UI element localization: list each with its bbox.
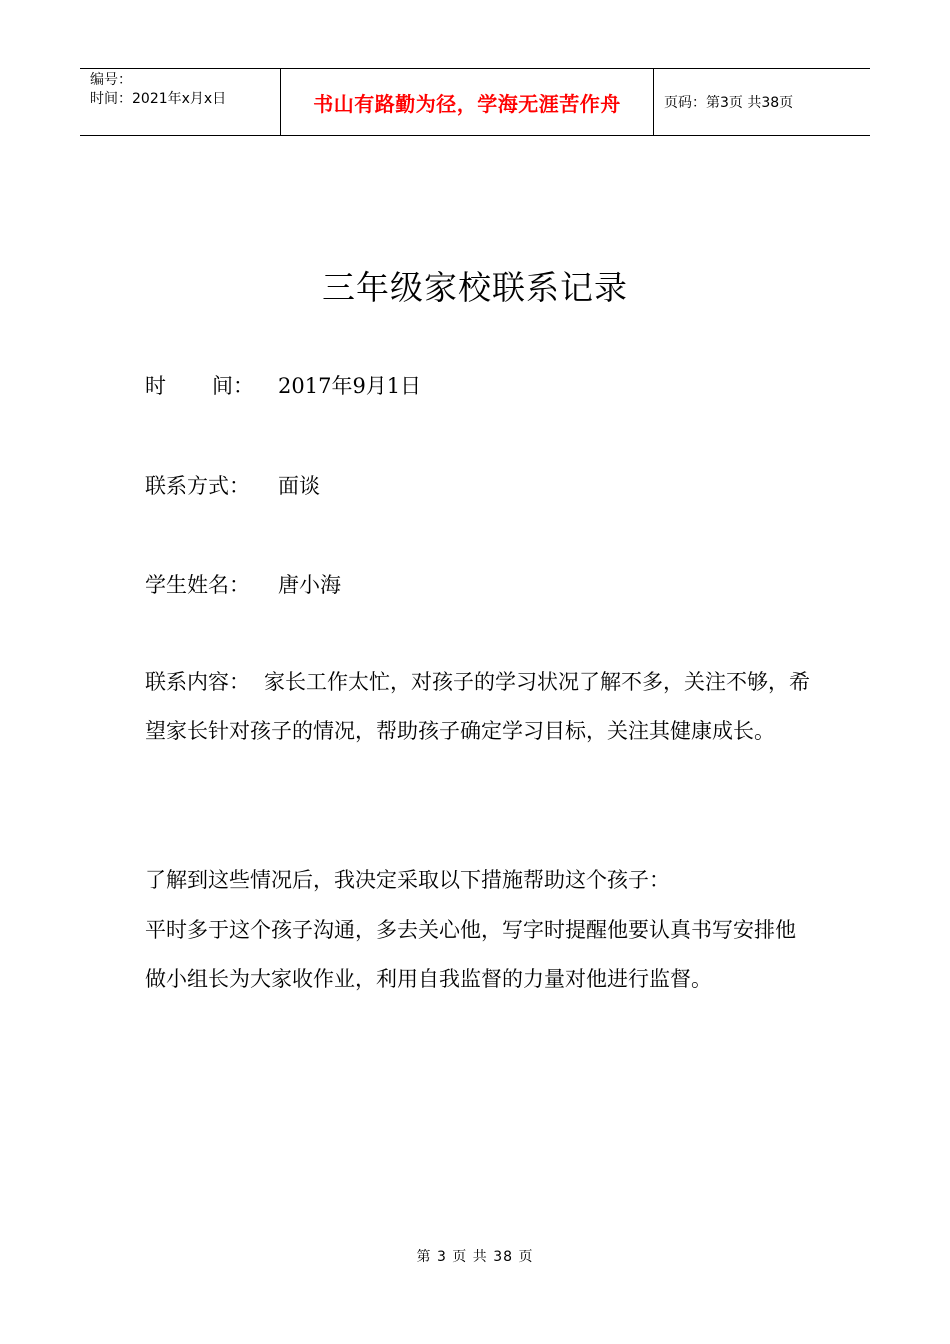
student-label: 学生姓名： — [145, 573, 250, 597]
content-text: 家长工作太忙，对孩子的学习状况了解不多，关注不够，希望家长针对孩子的情况，帮助孩子确定学习目标，关注其健康成长。 — [145, 670, 810, 743]
header-page-info: 页码：第3页 共38页 — [664, 95, 794, 111]
student-value: 唐小海 — [278, 573, 341, 597]
content-label: 联系内容： — [145, 670, 250, 694]
method-label: 联系方式： — [145, 474, 250, 498]
contact-content — [145, 658, 810, 756]
measures-text: 平时多于这个孩子沟通，多去关心他，写字时提醒他要认真书写安排他做小组长为大家收作业，利用自我监督的力量对他进行监督。 — [145, 918, 796, 991]
time-label-part-2: 间： — [212, 374, 254, 398]
header-meta-cell — [80, 69, 281, 135]
header-time-label: 时间：2021年x月x日 — [90, 91, 227, 107]
header-motto: 书山有路勤为径，学海无涯苦作舟 — [281, 69, 654, 135]
method-value: 面谈 — [278, 474, 320, 498]
time-label — [145, 370, 254, 400]
time-label-part-1: 时 — [145, 374, 166, 398]
time-value: 2017年9月1日 — [278, 374, 422, 398]
document-title: 三年级家校联系记录 — [322, 268, 628, 307]
page-header — [80, 68, 870, 136]
page-footer: 第 3 页 共 38 页 — [416, 1249, 534, 1265]
header-number-label: 编号： — [90, 72, 132, 88]
measures-intro: 了解到这些情况后，我决定采取以下措施帮助这个孩子： — [145, 868, 670, 892]
